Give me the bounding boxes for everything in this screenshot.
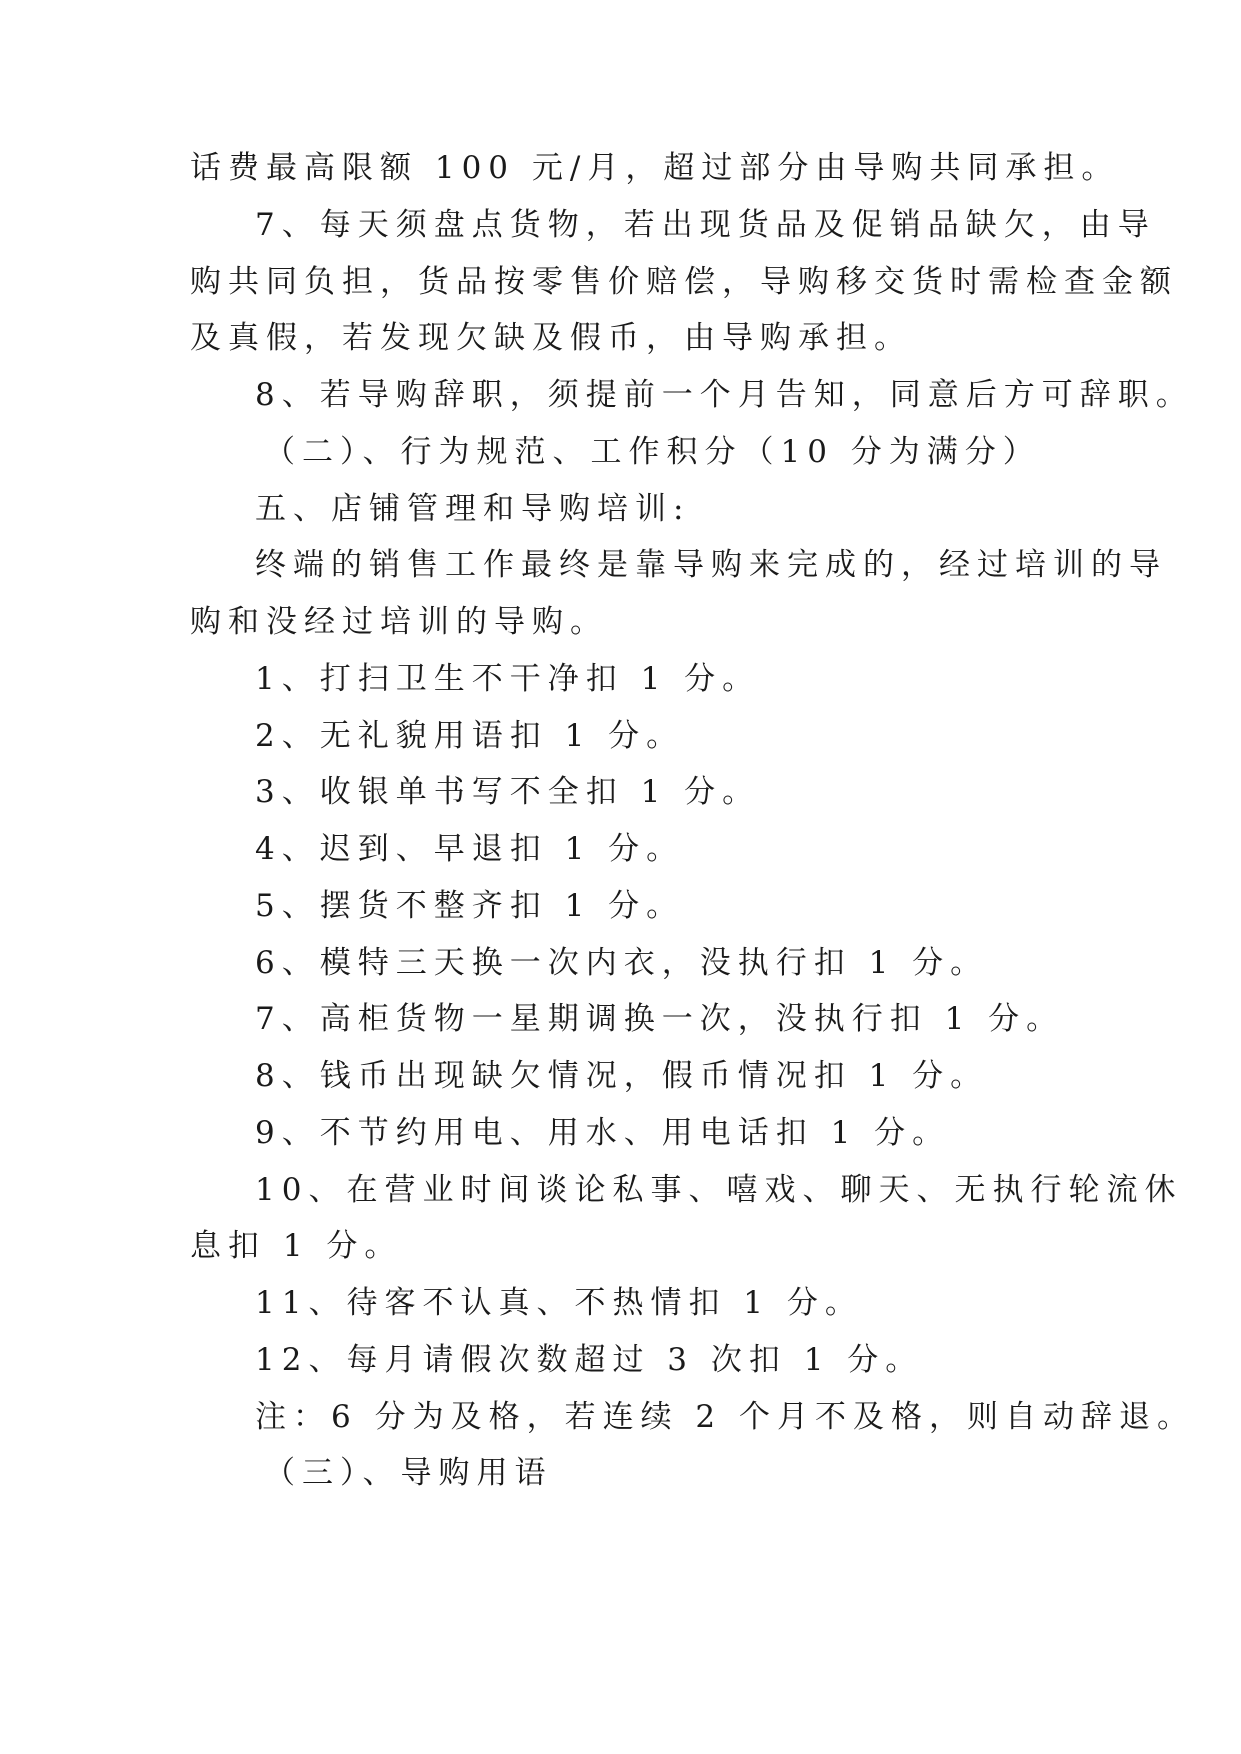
- list-item: 6、模特三天换一次内衣，没执行扣 1 分。: [255, 945, 989, 981]
- text-line: 及真假，若发现欠缺及假币，由导购承担。: [190, 320, 912, 356]
- list-item: 8、钱币出现缺欠情况，假币情况扣 1 分。: [255, 1058, 989, 1094]
- text-line: 终端的销售工作最终是靠导购来完成的，经过培训的导: [255, 547, 1167, 583]
- list-item: 2、无礼貌用语扣 1 分。: [255, 718, 685, 754]
- text-line: 7、每天须盘点货物，若出现货品及促销品缺欠，由导: [255, 207, 1156, 243]
- section-heading: （二）、行为规范、工作积分（10 分为满分）: [264, 434, 1041, 470]
- section-heading: 五、店铺管理和导购培训:: [255, 491, 691, 527]
- text-line: 购共同负担，货品按零售价赔偿，导购移交货时需检查金额: [190, 264, 1178, 300]
- text-line: 8、若导购辞职，须提前一个月告知，同意后方可辞职。: [255, 377, 1194, 413]
- list-item: 3、收银单书写不全扣 1 分。: [255, 774, 761, 810]
- list-item: 10、在营业时间谈论私事、嘻戏、聊天、无执行轮流休: [255, 1172, 1183, 1208]
- text-line: 话费最高限额 100 元/月，超过部分由导购共同承担。: [190, 150, 1120, 186]
- list-item-continuation: 息扣 1 分。: [190, 1228, 403, 1264]
- section-heading: （三）、导购用语: [264, 1455, 553, 1491]
- list-item: 11、待客不认真、不热情扣 1 分。: [255, 1285, 863, 1321]
- list-item: 7、高柜货物一星期调换一次，没执行扣 1 分。: [255, 1001, 1065, 1037]
- text-line: 购和没经过培训的导购。: [190, 604, 608, 640]
- list-item: 12、每月请假次数超过 3 次扣 1 分。: [255, 1342, 924, 1378]
- note-line: 注：6 分为及格，若连续 2 个月不及格，则自动辞退。: [255, 1399, 1196, 1435]
- list-item: 1、打扫卫生不干净扣 1 分。: [255, 661, 761, 697]
- list-item: 5、摆货不整齐扣 1 分。: [255, 888, 685, 924]
- list-item: 9、不节约用电、用水、用电话扣 1 分。: [255, 1115, 951, 1151]
- list-item: 4、迟到、早退扣 1 分。: [255, 831, 685, 867]
